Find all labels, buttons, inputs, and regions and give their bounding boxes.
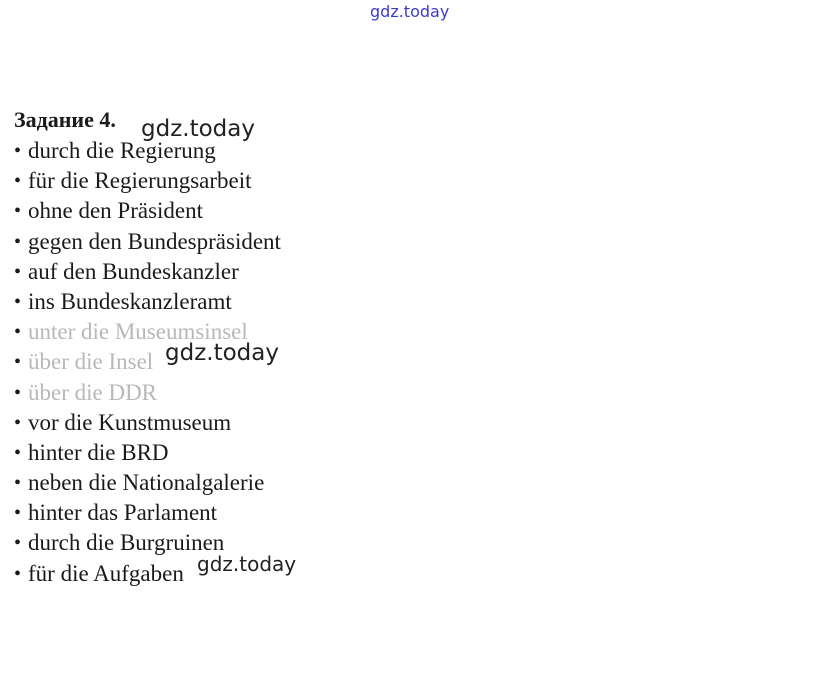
site-watermark-header: gdz.today — [370, 2, 450, 21]
watermark-overlay: gdz.today — [165, 340, 279, 366]
list-item — [14, 408, 281, 438]
bullet-icon: • — [14, 140, 22, 162]
list-item — [14, 196, 281, 226]
item-text: ins Bundeskanzleramt — [28, 288, 232, 314]
bullet-icon: • — [14, 562, 22, 585]
bullet-icon: • — [14, 532, 22, 555]
item-text: für die Aufgaben — [28, 560, 184, 586]
bullet-icon: • — [14, 200, 22, 223]
item-text: über die Insel — [28, 349, 154, 375]
item-text: hinter das Parlament — [28, 500, 218, 526]
item-text: gegen den Bundespräsident — [28, 228, 281, 254]
list-item — [14, 438, 281, 468]
item-text: für die Regierungsarbeit — [28, 168, 252, 194]
bullet-icon: • — [14, 441, 22, 464]
list-item — [14, 468, 281, 498]
item-text: auf den Bundeskanzler — [28, 258, 239, 284]
task-title: Задание 4. — [14, 107, 116, 132]
list-item — [14, 257, 281, 287]
bullet-icon: • — [14, 321, 22, 344]
list-item — [14, 378, 281, 408]
item-text: unter die Museumsinsel — [28, 319, 248, 345]
item-text: durch die Burgruinen — [28, 530, 225, 556]
list-item — [14, 498, 281, 528]
bullet-icon: • — [14, 351, 22, 374]
item-text: ohne den Präsident — [28, 198, 204, 224]
bullet-icon: • — [14, 170, 22, 193]
list-item — [14, 166, 281, 196]
watermark-overlay: gdz.today — [141, 116, 255, 142]
list-item — [14, 287, 281, 317]
item-text: über die DDR — [28, 379, 158, 405]
bullet-icon: • — [14, 230, 22, 253]
bullet-icon: • — [14, 260, 22, 283]
bullet-icon: • — [14, 411, 22, 434]
list-item — [14, 227, 281, 257]
item-text: neben die Nationalgalerie — [28, 470, 265, 496]
item-text: vor die Kunstmuseum — [28, 409, 232, 435]
bullet-icon: • — [14, 502, 22, 525]
bullet-icon: • — [14, 381, 22, 404]
bullet-icon: • — [14, 472, 22, 495]
bullet-icon: • — [14, 290, 22, 313]
item-text: durch die Regierung — [28, 138, 216, 163]
watermark-overlay: gdz.today — [197, 552, 297, 576]
item-text: hinter die BRD — [28, 439, 169, 465]
